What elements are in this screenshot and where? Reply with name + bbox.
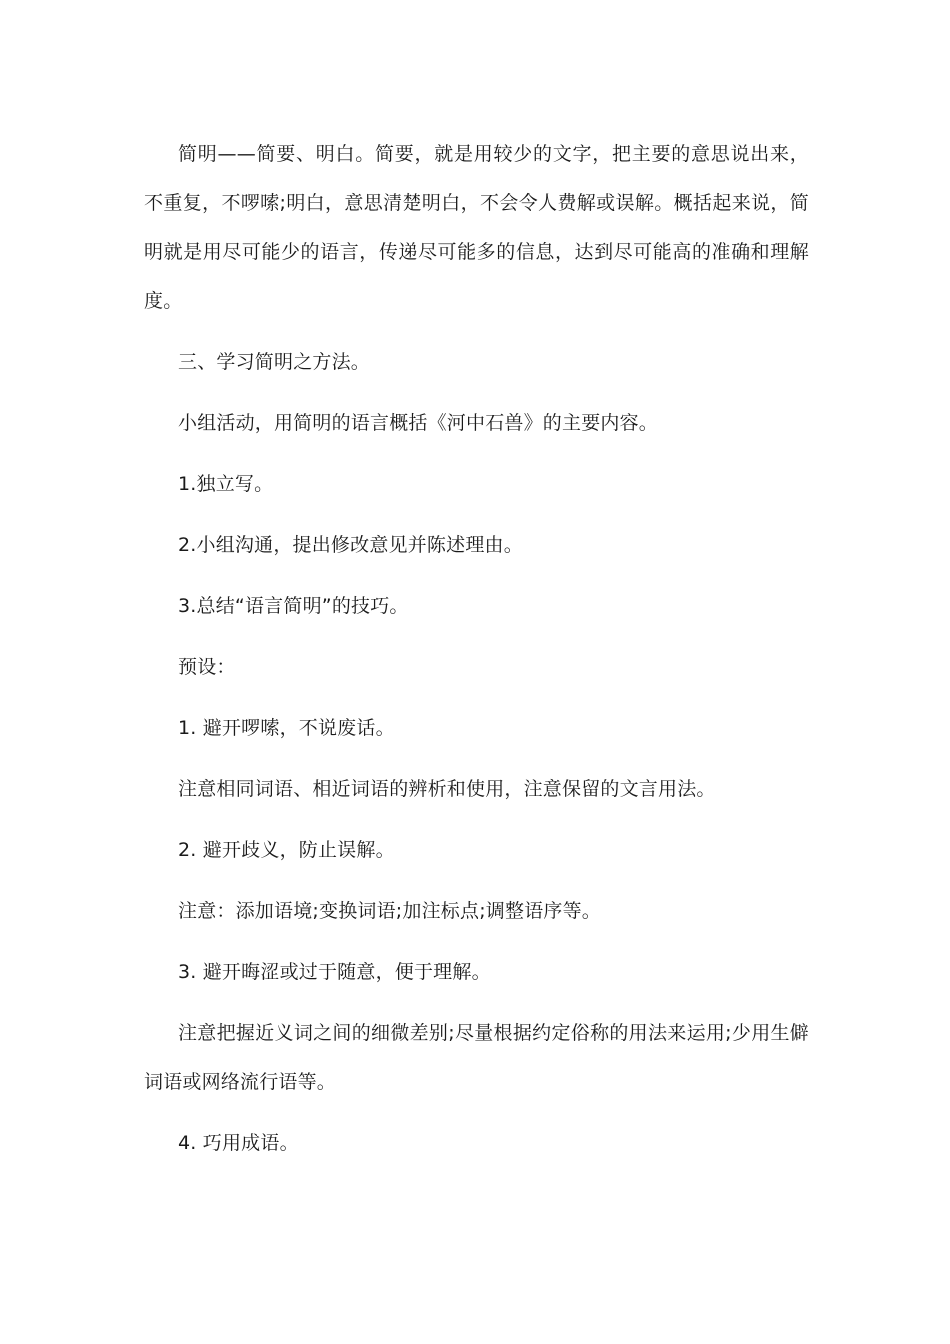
section-heading-methods: 三、学习简明之方法。 bbox=[178, 351, 371, 373]
list-item-tip-3: 3. 避开晦涩或过于随意，便于理解。 bbox=[178, 961, 491, 983]
paragraph-definition: 简明——简要、明白。简要，就是用较少的文字，把主要的意思说出来，不重复，不啰嗦;明白，意思清楚明白，不会令人费解或误解。概括起来说，简明就是用尽可能少的语言，传递尽可能多的信息，达到尽可能高的准确和理解度。 bbox=[144, 143, 809, 312]
paragraph-tip-3-note: 注意把握近义词之间的细微差别;尽量根据约定俗称的用法来运用;少用生僻词语或网络流行语等。 bbox=[144, 1022, 809, 1093]
list-item-tip-2: 2. 避开歧义，防止误解。 bbox=[178, 839, 395, 861]
document-body bbox=[144, 130, 809, 1180]
list-item-tip-1: 1. 避开啰嗦，不说废话。 bbox=[178, 717, 395, 739]
paragraph-group-activity: 小组活动，用简明的语言概括《河中石兽》的主要内容。 bbox=[178, 412, 659, 434]
paragraph-tip-2-note: 注意：添加语境;变换词语;加注标点;调整语序等。 bbox=[178, 900, 602, 922]
paragraph-tip-1-note: 注意相同词语、相近词语的辨析和使用，注意保留的文言用法。 bbox=[178, 778, 716, 800]
list-item-step-2: 2.小组沟通，提出修改意见并陈述理由。 bbox=[178, 534, 523, 556]
list-item-tip-4: 4. 巧用成语。 bbox=[178, 1132, 299, 1154]
list-item-step-1: 1.独立写。 bbox=[178, 473, 274, 495]
paragraph-preset-label: 预设： bbox=[178, 656, 236, 678]
list-item-step-3: 3.总结“语言简明”的技巧。 bbox=[178, 595, 409, 617]
